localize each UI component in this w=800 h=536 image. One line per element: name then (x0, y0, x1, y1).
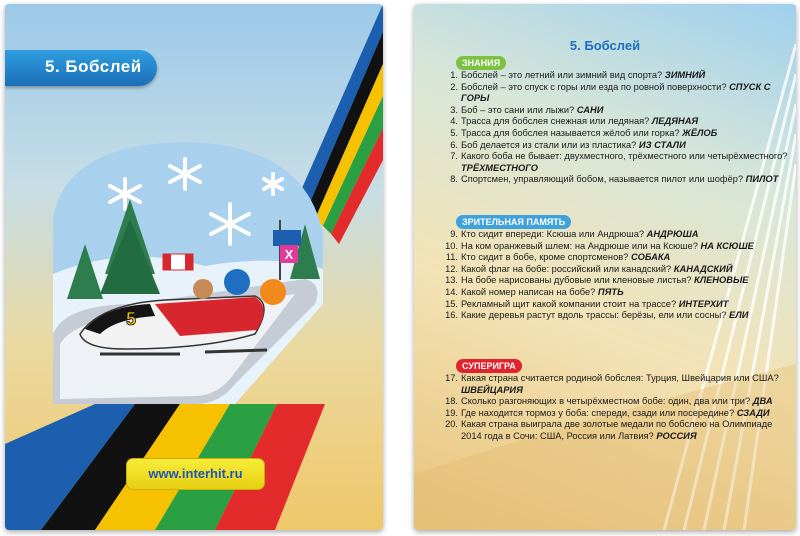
question-text (461, 151, 790, 174)
answer-text: ПЯТЬ (597, 286, 624, 297)
question-body: Бобслей – это спуск с горы или езда по ровной поверхности? (461, 81, 730, 92)
section-visual-memory (456, 215, 571, 229)
question-item (438, 287, 790, 299)
back-title: 5. Бобслей (569, 38, 641, 53)
section-knowledge-label: ЗНАНИЯ (462, 58, 501, 68)
question-text (461, 310, 790, 322)
question-number: 2. (450, 81, 458, 92)
answer-text: НА КСЮШЕ (700, 240, 754, 251)
question-number: 8. (450, 174, 458, 185)
answer-text: ИЗ СТАЛИ (638, 139, 686, 150)
question-item (438, 299, 790, 311)
question-item (438, 151, 790, 174)
answer-text: ДВА (752, 396, 773, 407)
question-text (461, 229, 790, 241)
question-number: 10. (445, 240, 458, 251)
section-visual-memory-label: ЗРИТЕЛЬНАЯ ПАМЯТЬ (462, 217, 566, 227)
question-list-knowledge (438, 70, 790, 186)
question-number: 15. (445, 298, 458, 309)
section-supergame (456, 359, 522, 373)
question-text (461, 264, 790, 276)
question-text (461, 252, 790, 264)
answer-text: ТРЁХМЕСТНОГО (461, 162, 539, 173)
answer-text: АНДРЮША (646, 229, 699, 239)
question-item (438, 275, 790, 287)
question-body: Боб – это сани или лыжи? (461, 104, 577, 115)
front-card (5, 4, 383, 530)
question-item (438, 373, 790, 396)
question-text (461, 396, 790, 408)
question-number: 14. (445, 286, 458, 297)
question-text (461, 419, 790, 442)
website-url: www.interhit.ru (148, 466, 243, 481)
question-text (461, 299, 790, 311)
question-body: Рекламный щит какой компании стоит на трассе? (461, 298, 679, 309)
question-body: Сколько разгоняющих в четырёхместном бобе: один, два или три? (461, 396, 753, 407)
question-item (438, 116, 790, 128)
question-number: 17. (445, 373, 458, 383)
answer-text: ШВЕЙЦАРИЯ (461, 384, 523, 395)
question-number: 13. (445, 275, 458, 286)
question-text (461, 140, 790, 152)
question-body: Где находится тормоз у боба: спереди, сзади или посередине? (461, 407, 737, 418)
question-body: Какой флаг на бобе: российский или канадский? (461, 263, 674, 274)
question-text (461, 105, 790, 117)
question-item (438, 82, 790, 105)
answer-text: ЕЛИ (729, 310, 749, 321)
question-text (461, 287, 790, 299)
question-text (461, 82, 790, 105)
question-text (461, 174, 790, 186)
question-number: 4. (450, 116, 458, 127)
front-title-tab (5, 50, 157, 86)
question-number: 12. (445, 263, 458, 274)
question-body: Какой номер написан на бобе? (461, 286, 598, 297)
question-text (461, 373, 790, 396)
question-item (438, 264, 790, 276)
question-body: Какая страна считается родиной бобслея: Турция, Швейцария или США? (461, 373, 779, 383)
question-item (438, 128, 790, 140)
question-number: 16. (445, 310, 458, 321)
answer-text: КЛЕНОВЫЕ (693, 275, 749, 286)
question-body: Какого боба не бывает: двухместного, трёхместного или четырёхместного? (461, 151, 788, 162)
section-knowledge (456, 56, 506, 70)
question-text (461, 275, 790, 287)
question-body: На ком оранжевый шлем: на Андрюше или на Ксюше? (461, 240, 701, 251)
question-item (438, 252, 790, 264)
question-number: 7. (450, 151, 458, 162)
answer-text: РОССИЯ (656, 430, 697, 441)
question-text (461, 241, 790, 253)
question-text (461, 408, 790, 420)
question-text (461, 128, 790, 140)
question-number: 5. (450, 127, 458, 138)
question-number: 20. (445, 419, 458, 430)
question-item (438, 241, 790, 253)
question-number: 19. (445, 407, 458, 418)
winter-scene (53, 142, 323, 404)
question-body: Спортсмен, управляющий бобом, называется пилот или шофёр? (461, 174, 746, 185)
question-body: На бобе нарисованы дубовые или кленовые листья? (461, 275, 694, 286)
question-number: 3. (450, 104, 458, 115)
front-title: 5. Бобслей (45, 57, 142, 76)
question-item (438, 140, 790, 152)
sled-number: 5 (126, 309, 137, 329)
answer-text: ЛЕДЯНАЯ (651, 116, 699, 127)
question-body: Какие деревья растут вдоль трассы: берёзы, ели или сосны? (461, 310, 730, 321)
question-item (438, 408, 790, 420)
question-text (461, 70, 790, 82)
answer-text: ПИЛОТ (745, 174, 779, 185)
answer-text: ЗИМНИЙ (664, 70, 706, 80)
question-number: 11. (445, 252, 458, 263)
question-item (438, 70, 790, 82)
answer-text: ИНТЕРХИТ (678, 298, 729, 309)
question-number: 9. (450, 229, 458, 239)
question-text (461, 116, 790, 128)
answer-text: ЖЁЛОБ (682, 127, 718, 138)
question-item (438, 174, 790, 186)
question-item (438, 396, 790, 408)
question-body: Боб делается из стали или из пластика? (461, 139, 639, 150)
question-body: Бобслей – это летний или зимний вид спорта? (461, 70, 665, 80)
question-item (438, 310, 790, 322)
question-number: 1. (450, 70, 458, 80)
answer-text: САНИ (576, 104, 604, 115)
question-body: Кто сидит в бобе, кроме спортсменов? (461, 252, 631, 263)
question-list-visual-memory (438, 229, 790, 322)
question-body: Трасса для бобслея снежная или ледяная? (461, 116, 652, 127)
answer-text: КАНАДСКИЙ (673, 263, 733, 274)
question-item (438, 419, 790, 442)
section-supergame-label: СУПЕРИГРА (462, 361, 516, 371)
website-link[interactable] (126, 458, 265, 490)
question-list-supergame (438, 373, 790, 443)
question-number: 6. (450, 139, 458, 150)
question-body: Трасса для бобслея называется жёлоб или горка? (461, 127, 683, 138)
answer-text: СПУСК С ГОРЫ (461, 81, 771, 104)
back-card (414, 4, 796, 530)
question-body: Какая страна выиграла две золотые медали по бобслею на Олимпиаде 2014 года в Сочи: США, Россия или Латвия? (461, 419, 773, 441)
question-item (438, 105, 790, 117)
answer-text: СЗАДИ (736, 407, 770, 418)
answer-text: СОБАКА (630, 252, 671, 263)
question-number: 18. (445, 396, 458, 407)
billboard-mark: X (284, 247, 294, 262)
question-item (438, 229, 790, 241)
question-body: Кто сидит впереди: Ксюша или Андрюша? (461, 229, 647, 239)
